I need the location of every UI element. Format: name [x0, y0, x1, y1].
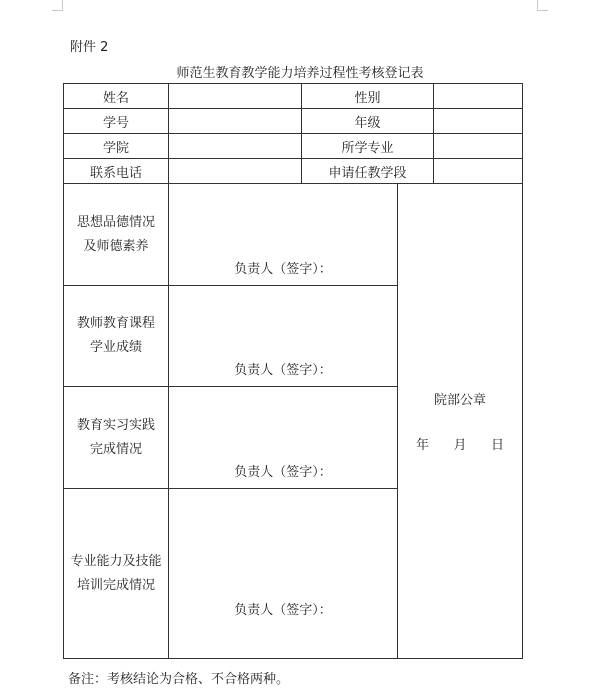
month-label: 月 — [453, 438, 467, 453]
name-field[interactable] — [169, 84, 302, 109]
name-label: 姓名 — [64, 84, 169, 109]
section-body-courses[interactable] — [169, 286, 398, 387]
attachment-label: 附件 2 — [70, 40, 109, 55]
table-row — [64, 184, 523, 286]
registration-form-table — [63, 83, 523, 659]
major-label: 所学专业 — [302, 134, 434, 159]
year-label: 年 — [416, 438, 430, 453]
page-corner-mark-left — [52, 0, 63, 11]
section-body-skills[interactable] — [169, 489, 398, 659]
signature-line: 负责人（签字）： — [234, 465, 332, 480]
footnote: 备注：考核结论为合格、不合格两种。 — [68, 672, 290, 687]
phone-field[interactable] — [169, 159, 302, 184]
form-title: 师范生教育教学能力培养过程性考核登记表 — [176, 66, 424, 81]
section-label-practice: 教育实习实践 完成情况 — [64, 387, 169, 489]
page-corner-mark-right — [537, 0, 548, 11]
section-body-practice[interactable] — [169, 387, 398, 489]
grade-field[interactable] — [434, 109, 523, 134]
table-row — [64, 159, 523, 184]
table-row — [64, 134, 523, 159]
teaching-level-field[interactable] — [434, 159, 523, 184]
teaching-level-label: 申请任教学段 — [302, 159, 434, 184]
college-field[interactable] — [169, 134, 302, 159]
gender-field[interactable] — [434, 84, 523, 109]
table-row — [64, 109, 523, 134]
seal-label: 院部公章 — [434, 393, 487, 408]
day-label: 日 — [491, 438, 505, 453]
table-row — [64, 84, 523, 109]
grade-label: 年级 — [302, 109, 434, 134]
section-label-skills: 专业能力及技能 培训完成情况 — [64, 489, 169, 659]
seal-date — [398, 434, 522, 453]
signature-line: 负责人（签字）： — [234, 262, 332, 277]
college-label: 学院 — [64, 134, 169, 159]
signature-line: 负责人（签字）： — [234, 363, 332, 378]
section-label-courses: 教师教育课程 学业成绩 — [64, 286, 169, 387]
section-label-morality: 思想品德情况 及师德素养 — [64, 184, 169, 286]
major-field[interactable] — [434, 134, 523, 159]
gender-label: 性别 — [302, 84, 434, 109]
section-body-morality[interactable] — [169, 184, 398, 286]
seal-cell — [398, 184, 523, 659]
signature-line: 负责人（签字）： — [234, 603, 332, 618]
phone-label: 联系电话 — [64, 159, 169, 184]
student-id-field[interactable] — [169, 109, 302, 134]
student-id-label: 学号 — [64, 109, 169, 134]
